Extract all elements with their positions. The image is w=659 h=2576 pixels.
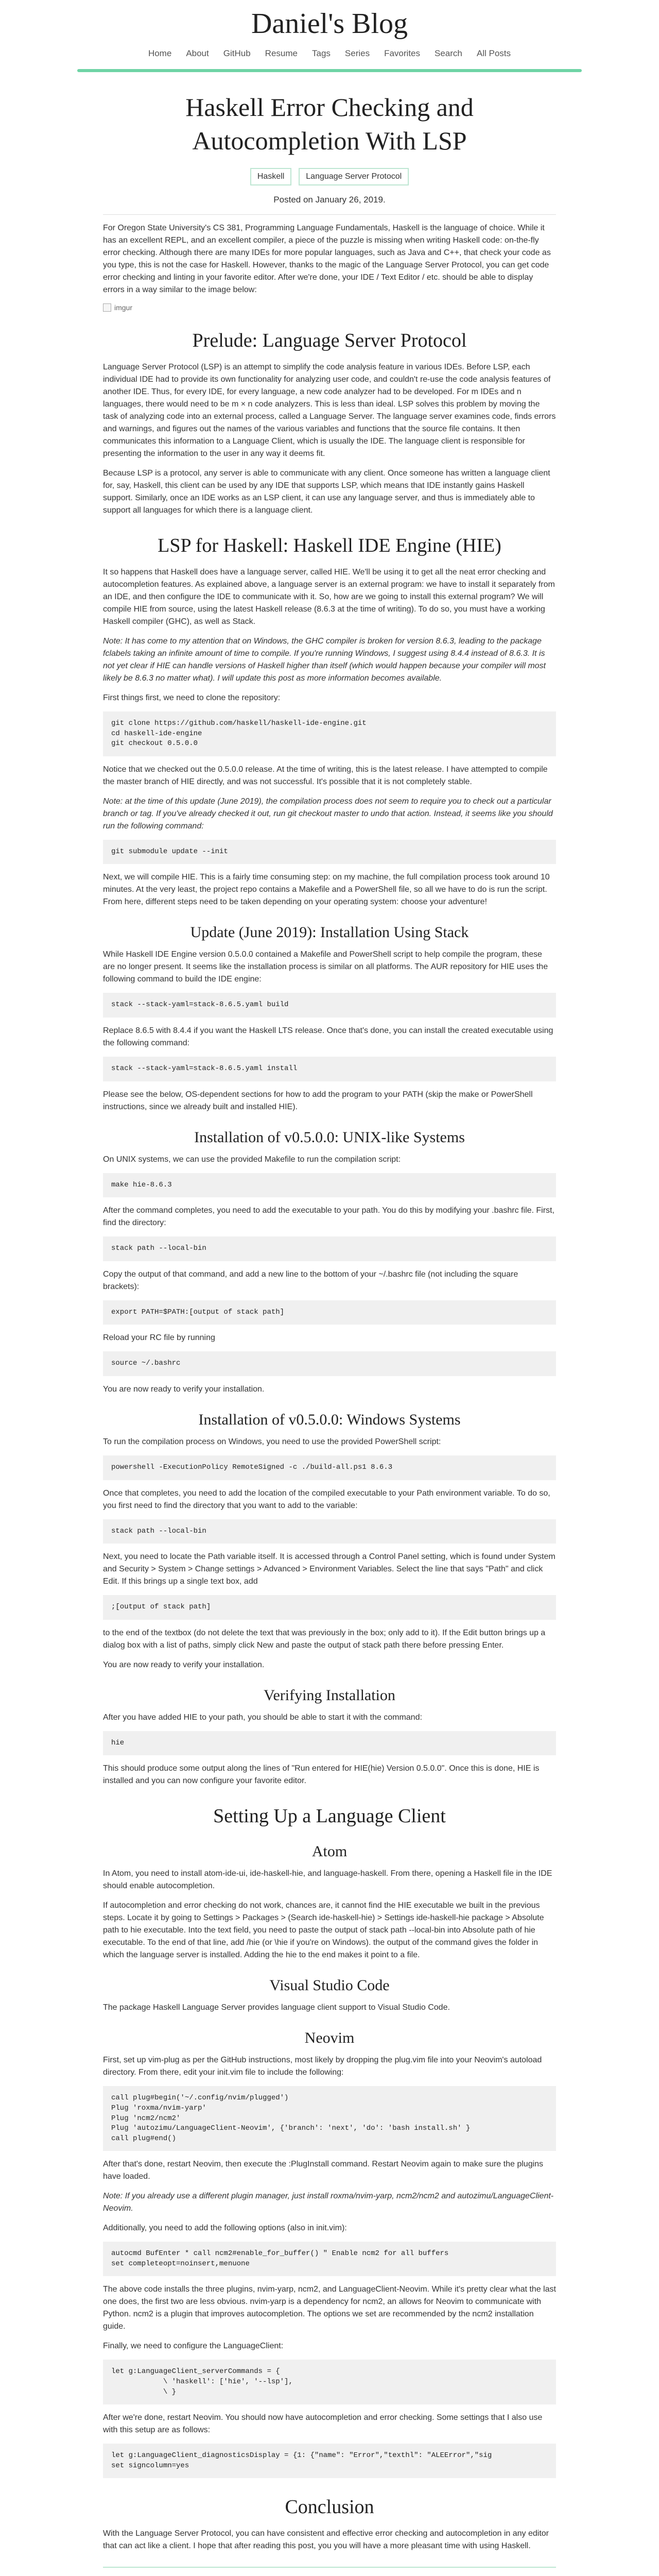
hie-paragraph-2: First things first, we need to clone the repository: (103, 693, 281, 702)
hie-paragraph-4: Next, we will compile HIE. This is a fairly time consuming step: on my machine, the full compilation process took around 10 minutes. At the very least, the project repo contains a Makefile and a PowerShell file, so all we have to do is run the script. From here, different steps need to be taken depending on your operating system: choose your adventure! (103, 873, 550, 907)
windows-paragraph-3: Next, you need to locate the Path variable itself. It is accessed through a Control Panel setting, which is found under System and Security > System > Change settings > Advanced > Environment Variables. Select the line that says "Path" and click Edit. If this brings up a single text box, add (103, 1552, 556, 1586)
imgur-image (103, 303, 556, 312)
vscode-paragraph-1: The package Haskell Language Server provides language client support to Visual Studio Code. (103, 2003, 450, 2012)
nav-github[interactable]: GitHub (223, 48, 251, 58)
windows-paragraph-1: To run the compilation process on Windows, you need to use the provided PowerShell script: (103, 1437, 441, 1446)
section-title-hie: LSP for Haskell: Haskell IDE Engine (HIE) (158, 535, 501, 556)
broken-image-icon (103, 303, 111, 312)
footer-text (103, 2574, 556, 2576)
hie-paragraph-3: Notice that we checked out the 0.5.0.0 release. At the time of writing, this is the latest release. I have attempted to compile the master branch of HIE directly, and was not successful. It's possible that it is not completely stable. (103, 765, 548, 786)
verify-paragraph-1: After you have added HIE to your path, you should be able to start it with the command: (103, 1713, 422, 1722)
unix-paragraph-2: After the command completes, you need to add the executable to your path. You do this by modifying your .bashrc file. First, find the directory: (103, 1206, 554, 1228)
hie-note-2: Note: at the time of this update (June 2019), the compilation process does not seem to require you to check out a particular branch or tag. If you've already checked it out, run git checkout master to undo that action. Instead, it seems like you should run the following command: (103, 796, 553, 831)
neovim-paragraph-6: After we're done, restart Neovim. You should now have autocompletion and error checking. Some settings that I also use with this setup are as follows: (103, 2413, 543, 2435)
code-block-stack-build[interactable]: stack --stack-yaml=stack-8.6.5.yaml build (103, 993, 556, 1018)
stack-paragraph-2: Replace 8.6.5 with 8.4.4 if you want the Haskell LTS release. Once that's done, you can install the created executable using the following command: (103, 1026, 553, 1047)
windows-paragraph-2: Once that completes, you need to add the location of the compiled executable to your Path environment variable. To do so, you first need to find the directory that you want to add to the variable: (103, 1488, 550, 1510)
site-title[interactable]: Daniel's Blog (251, 8, 408, 40)
page (51, 0, 608, 2576)
section-title-windows: Installation of v0.5.0.0: Windows Systems (198, 1411, 461, 1428)
code-block-powershell[interactable]: powershell -ExecutionPolicy RemoteSigned -c ./build-all.ps1 8.6.3 (103, 1455, 556, 1480)
code-block-stack-install[interactable]: stack --stack-yaml=stack-8.6.5.yaml install (103, 1057, 556, 1081)
subsection-title-atom: Atom (311, 1843, 348, 1860)
tag-lsp[interactable]: Language Server Protocol (299, 168, 409, 185)
nav-tags[interactable]: Tags (311, 48, 331, 58)
nav-favorites[interactable]: Favorites (384, 48, 421, 58)
atom-paragraph-2: If autocompletion and error checking do not work, chances are, it cannot find the HIE executable we built in the previous steps. Locate it by going to Settings > Packages > (Search ide-haskell-hie) > Settings ide-haskell-hie package > Absolute path to hie executable. Into the text field, you need to paste the output of stack path --local-bin into Absolute path of hie executable. To the end of that line, add /hie (or \hie if you're on Windows). the output of the command gives the folder in which the language server is installed. Adding the hie to the end makes it point to a file. (103, 1901, 544, 1960)
hie-paragraph-1: It so happens that Haskell does have a language server, called HIE. We'll be using it to get all the neat error checking and autocompletion features. As explained above, a language server is an external program: we have to install it separately from an IDE, and then configure the IDE to communicate with it. So, how are we going to install this external program? We will compile HIE from source, using the latest Haskell release (8.6.3 at the time of writing). To do so, you must have a working Haskell compiler (GHC), as well as Stack. (103, 568, 555, 626)
post-body (51, 222, 608, 2576)
header-divider (77, 69, 582, 72)
site-header (51, 0, 608, 72)
neovim-paragraph-5: Finally, we need to configure the LanguageClient: (103, 2342, 284, 2351)
prelude-paragraph-2: Because LSP is a protocol, any server is able to communicate with any client. Once someone has written a language client for, say, Haskell, this client can be used by any IDE that supports LSP, which means that IDE instantly gains Haskell support. Similarly, once an IDE works as an LSP client, it can use any language server, and thus is immediately able to support all languages for which there is a language client. (103, 469, 550, 515)
code-block-autocmd[interactable]: autocmd BufEnter * call ncm2#enable_for_buffer() " Enable ncm2 for all buffers set completeopt=noinsert,menuone (103, 2242, 556, 2276)
code-block-clone[interactable]: git clone https://github.com/haskell/haskell-ide-engine.git cd haskell-ide-engine git checkout 0.5.0.0 (103, 711, 556, 756)
footer-divider (103, 2567, 556, 2568)
unix-paragraph-4: Reload your RC file by running (103, 1333, 215, 1343)
section-title-unix: Installation of v0.5.0.0: UNIX-like Systems (194, 1128, 465, 1146)
tag-list (51, 168, 608, 185)
code-block-make[interactable]: make hie-8.6.3 (103, 1173, 556, 1198)
code-block-server-commands[interactable]: let g:LanguageClient_serverCommands = { \ 'haskell': ['hie', '--lsp'], \ } (103, 2360, 556, 2404)
section-title-conclusion: Conclusion (285, 2496, 374, 2518)
neovim-paragraph-3: Additionally, you need to add the following options (also in init.vim): (103, 2224, 347, 2233)
code-block-stack-path-windows[interactable]: stack path --local-bin (103, 1519, 556, 1544)
section-title-prelude: Prelude: Language Server Protocol (192, 330, 467, 351)
nav-resume[interactable]: Resume (265, 48, 298, 58)
neovim-paragraph-4: The above code installs the three plugins, nvim-yarp, ncm2, and LanguageClient-Neovim. While it's pretty clear what the last one does, the first two are less obvious. nvim-yarp is a dependency for ncm2, an allows for Neovim to communicate with Python. ncm2 is a plugin that improves autocompletion. The options we set are recommended by the ncm2 installation guide. (103, 2285, 556, 2331)
code-block-hie[interactable]: hie (103, 1731, 556, 1756)
prelude-paragraph-1: Language Server Protocol (LSP) is an attempt to simplify the code analysis feature in various IDEs. Before LSP, each individual IDE had to provide its own functionality for analyzing user code, and couldn't re-use the code analysis features of another IDE. Thus, for every IDE, for every language, a new code analyzer had to be developed. For m IDEs and n languages, there would need to be m × n code analyzers. This is less than ideal. LSP solves this problem by moving the task of analyzing code into an external process, called a Language Server. The language server examines code, finds errors and warnings, and figures out the names of the various variables and functions that the source file contains. It then communicates this information to a Language Client, which is usually the IDE. The language client is responsible for presenting the information to the user in any way it deems fit. (103, 363, 556, 458)
nav-search[interactable]: Search (435, 48, 462, 58)
unix-paragraph-5: You are now ready to verify your installation. (103, 1384, 265, 1394)
code-block-source[interactable]: source ~/.bashrc (103, 1351, 556, 1376)
code-block-submodule[interactable]: git submodule update --init (103, 840, 556, 865)
code-block-plug[interactable]: call plug#begin('~/.config/nvim/plugged') Plug 'roxma/nvim-yarp' Plug 'ncm2/ncm2' Plug 'autozimu/LanguageClient-Neovim', {'branch': 'next', 'do': 'bash install.sh' } call plug#end() (103, 2086, 556, 2151)
unix-paragraph-3: Copy the output of that command, and add a new line to the bottom of your ~/.bashrc file (not including the square brackets): (103, 1269, 518, 1291)
nav-all-posts[interactable]: All Posts (476, 48, 511, 58)
image-alt-text: imgur (114, 303, 133, 312)
hie-note-1: Note: It has come to my attention that on Windows, the GHC compiler is broken for version 8.6.3, leading to the package fclabels taking an infinite amount of time to compile. If you're running Windows, I suggest using 8.4.4 instead of 8.6.3. It is not yet clear if HIE can handle versions of Haskell higher than itself (which would happen because your compiler will most likely be 8.6.3 no matter what). I will update this post as more information becomes available. (103, 637, 546, 683)
verify-paragraph-2: This should produce some output along the lines of "Run entered for HIE(hie) Version 0.5.0.0". Once this is done, HIE is installed and you can now configure your favorite editor. (103, 1764, 540, 1786)
post-title: Haskell Error Checking and Autocompletion With LSP (185, 93, 474, 155)
code-block-path-append[interactable]: ;[output of stack path] (103, 1595, 556, 1620)
nav-series[interactable]: Series (344, 48, 370, 58)
main-nav (51, 48, 608, 59)
stack-paragraph-1: While Haskell IDE Engine version 0.5.0.0 contained a Makefile and PowerShell script to help compile the program, these are no longer present. It seems like the installation process is similar on all platforms. The AUR repository for HIE uses the following command to build the IDE engine: (103, 950, 548, 984)
nav-about[interactable]: About (186, 48, 209, 58)
intro-paragraph: For Oregon State University's CS 381, Programming Language Fundamentals, Haskell is the language of choice. While it has an excellent REPL, and an excellent compiler, a piece of the puzzle is missing when writing Haskell code: on-the-fly error checking. Although there are many IDEs for more popular languages, such as Java and C++, that check your code as you type, this is not the case for Haskell. However, thanks to the magic of the Language Server Protocol, you can get code error checking and linting in your favorite editor. After we're done, your IDE / Text Editor / etc. should be able to display errors in a way similar to the image below: (103, 224, 551, 294)
tag-haskell[interactable]: Haskell (250, 168, 291, 185)
subsection-title-vscode: Visual Studio Code (269, 1977, 390, 1994)
windows-paragraph-4: to the end of the textbox (do not delete the text that was previously in the box; only add to it). If the Edit button brings up a dialog box with a list of paths, simply click New and paste the output of stack path there before pressing Enter. (103, 1628, 546, 1650)
section-title-stack: Update (June 2019): Installation Using Stack (190, 924, 469, 941)
atom-paragraph-1: In Atom, you need to install atom-ide-ui, ide-haskell-hie, and language-haskell. From there, opening a Haskell file in the IDE should enable autocompletion. (103, 1869, 552, 1891)
neovim-paragraph-1: First, set up vim-plug as per the GitHub instructions, most likely by dropping the plug.vim file into your Neovim's autoload directory. From there, edit your init.vim file to include the following: (103, 2056, 542, 2077)
subsection-title-neovim: Neovim (304, 2029, 355, 2047)
code-block-diagnostics[interactable]: let g:LanguageClient_diagnosticsDisplay = {1: {"name": "Error","texthl": "ALEError","sig set signcolumn=yes (103, 2444, 556, 2478)
conclusion-paragraph: With the Language Server Protocol, you can have consistent and effective error checking and autocompletion in any editor that can act like a client. I hope that after reading this post, you you will have a more pleasant time with using Haskell. (103, 2529, 549, 2551)
windows-paragraph-5: You are now ready to verify your installation. (103, 1660, 265, 1669)
post-date: Posted on January 26, 2019. (273, 195, 386, 205)
neovim-note: Note: If you already use a different plugin manager, just install roxma/nvim-yarp, ncm2/ncm2 and autozimu/LanguageClient-Neovim. (103, 2192, 554, 2213)
code-block-export-path[interactable]: export PATH=$PATH:[output of stack path] (103, 1300, 556, 1325)
unix-paragraph-1: On UNIX systems, we can use the provided Makefile to run the compilation script: (103, 1155, 401, 1164)
nav-home[interactable]: Home (148, 48, 172, 58)
section-title-verify: Verifying Installation (264, 1686, 395, 1704)
date-divider (103, 214, 556, 215)
neovim-paragraph-2: After that's done, restart Neovim, then execute the :PlugInstall command. Restart Neovim again to make sure the plugins have loaded. (103, 2160, 544, 2181)
section-title-client: Setting Up a Language Client (213, 1805, 446, 1827)
code-block-stack-path-unix[interactable]: stack path --local-bin (103, 1236, 556, 1261)
stack-paragraph-3: Please see the below, OS-dependent sections for how to add the program to your PATH (skip the make or PowerShell instructions, since we already built and installed HIE). (103, 1090, 533, 1111)
